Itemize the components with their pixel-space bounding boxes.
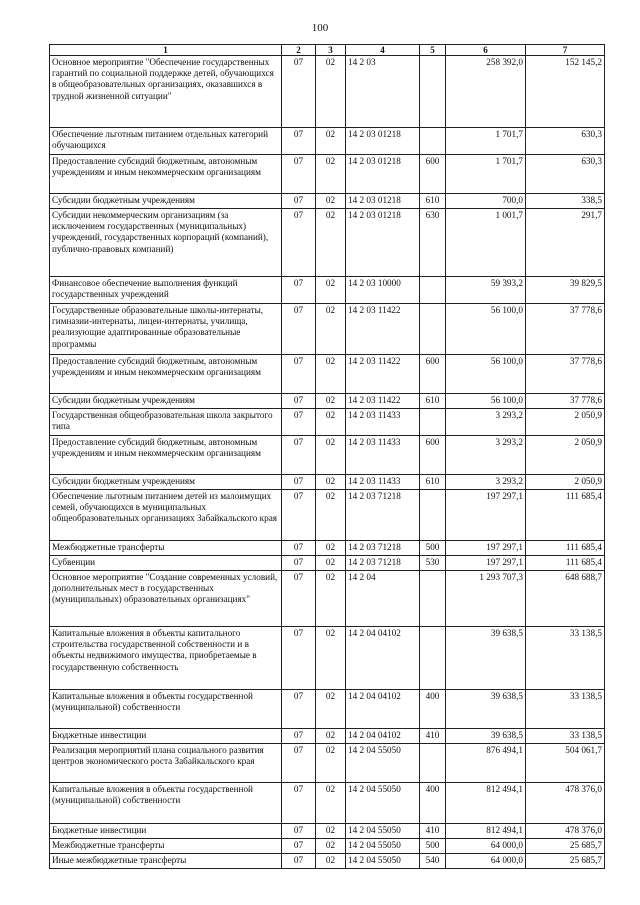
row-name-cell: Иные межбюджетные трансферты: [50, 854, 282, 869]
table-row: [50, 824, 605, 839]
row-plan-amount-cell: 1 701,7: [446, 155, 526, 194]
row-section-cell: 07: [282, 541, 316, 556]
row-target-code-cell: 14 2 04: [346, 571, 420, 627]
header-col-2: 2: [282, 45, 316, 56]
row-subsection-cell: 02: [316, 209, 346, 277]
row-plan-amount-cell: 56 100,0: [446, 355, 526, 394]
row-target-code-cell: 14 2 04 55050: [346, 854, 420, 869]
row-target-code-cell: 14 2 04 55050: [346, 824, 420, 839]
table-row: [50, 475, 605, 490]
row-target-code-cell: 14 2 03 11433: [346, 436, 420, 475]
table-row: [50, 128, 605, 155]
row-plan-amount-cell: 3 293,2: [446, 409, 526, 436]
table-row: [50, 56, 605, 128]
row-actual-amount-cell: 111 685,4: [526, 541, 605, 556]
row-subsection-cell: 02: [316, 155, 346, 194]
row-actual-amount-cell: 37 778,6: [526, 355, 605, 394]
row-target-code-cell: 14 2 03 71218: [346, 490, 420, 541]
row-name-cell: Финансовое обеспечение выполнения функций государственных учреждений: [50, 277, 282, 304]
row-target-code-cell: 14 2 03 11422: [346, 394, 420, 409]
row-target-code-cell: 14 2 04 55050: [346, 839, 420, 854]
row-subsection-cell: 02: [316, 729, 346, 744]
table-row: [50, 854, 605, 869]
row-actual-amount-cell: 648 688,7: [526, 571, 605, 627]
table-row: [50, 409, 605, 436]
row-subsection-cell: 02: [316, 56, 346, 128]
row-subsection-cell: 02: [316, 490, 346, 541]
row-subsection-cell: 02: [316, 839, 346, 854]
row-actual-amount-cell: 37 778,6: [526, 304, 605, 355]
row-name-cell: Основное мероприятие "Создание современных условий, дополнительных мест в государственных (муниципальных) образовательных организациях": [50, 571, 282, 627]
row-plan-amount-cell: 56 100,0: [446, 394, 526, 409]
row-plan-amount-cell: 700,0: [446, 194, 526, 209]
row-name-cell: Бюджетные инвестиции: [50, 729, 282, 744]
row-plan-amount-cell: 39 638,5: [446, 627, 526, 690]
row-actual-amount-cell: 25 685,7: [526, 854, 605, 869]
row-section-cell: 07: [282, 824, 316, 839]
row-section-cell: 07: [282, 394, 316, 409]
row-expense-type-cell: 610: [420, 394, 446, 409]
row-expense-type-cell: [420, 490, 446, 541]
row-subsection-cell: 02: [316, 475, 346, 490]
header-row: [50, 45, 605, 56]
row-section-cell: 07: [282, 355, 316, 394]
row-subsection-cell: 02: [316, 394, 346, 409]
row-subsection-cell: 02: [316, 824, 346, 839]
header-col-3: 3: [316, 45, 346, 56]
row-subsection-cell: 02: [316, 128, 346, 155]
row-name-cell: Капитальные вложения в объекты государственной (муниципальной) собственности: [50, 690, 282, 729]
row-actual-amount-cell: 478 376,0: [526, 783, 605, 824]
row-name-cell: Субсидии некоммерческим организациям (за исключением государственных (муниципальных) учреждений, государственных корпораций (компаний), публично-правовых компаний): [50, 209, 282, 277]
row-expense-type-cell: 500: [420, 541, 446, 556]
row-target-code-cell: 14 2 04 04102: [346, 690, 420, 729]
row-actual-amount-cell: 504 061,7: [526, 744, 605, 783]
row-name-cell: Капитальные вложения в объекты капитального строительства государственной собственности и в объекты недвижимого имущества, приобретаемые в государственную собственность: [50, 627, 282, 690]
row-plan-amount-cell: 876 494,1: [446, 744, 526, 783]
row-subsection-cell: 02: [316, 409, 346, 436]
row-section-cell: 07: [282, 436, 316, 475]
row-section-cell: 07: [282, 839, 316, 854]
row-actual-amount-cell: 33 138,5: [526, 627, 605, 690]
row-expense-type-cell: [420, 277, 446, 304]
row-subsection-cell: 02: [316, 783, 346, 824]
table-row: [50, 394, 605, 409]
row-expense-type-cell: 530: [420, 556, 446, 571]
row-subsection-cell: 02: [316, 627, 346, 690]
row-target-code-cell: 14 2 04 04102: [346, 627, 420, 690]
row-expense-type-cell: 610: [420, 475, 446, 490]
row-expense-type-cell: [420, 409, 446, 436]
row-actual-amount-cell: 152 145,2: [526, 56, 605, 128]
table-row: [50, 194, 605, 209]
header-col-7: 7: [526, 45, 605, 56]
row-subsection-cell: 02: [316, 355, 346, 394]
table-row: [50, 209, 605, 277]
table-row: [50, 690, 605, 729]
row-name-cell: Капитальные вложения в объекты государственной (муниципальной) собственности: [50, 783, 282, 824]
row-section-cell: 07: [282, 277, 316, 304]
table-row: [50, 744, 605, 783]
row-section-cell: 07: [282, 209, 316, 277]
row-expense-type-cell: 540: [420, 854, 446, 869]
row-target-code-cell: 14 2 03 10000: [346, 277, 420, 304]
row-name-cell: Субсидии бюджетным учреждениям: [50, 394, 282, 409]
row-plan-amount-cell: 812 494,1: [446, 783, 526, 824]
row-actual-amount-cell: 33 138,5: [526, 729, 605, 744]
row-target-code-cell: 14 2 04 55050: [346, 783, 420, 824]
row-subsection-cell: 02: [316, 744, 346, 783]
row-actual-amount-cell: 630,3: [526, 128, 605, 155]
row-section-cell: 07: [282, 194, 316, 209]
row-actual-amount-cell: 2 050,9: [526, 409, 605, 436]
header-col-4: 4: [346, 45, 420, 56]
row-expense-type-cell: 600: [420, 155, 446, 194]
row-actual-amount-cell: 338,5: [526, 194, 605, 209]
row-name-cell: Обеспечение льготным питанием детей из малоимущих семей, обучающихся в муниципальных общеобразовательных организациях Забайкальского края: [50, 490, 282, 541]
row-name-cell: Обеспечение льготным питанием отдельных категорий обучающихся: [50, 128, 282, 155]
row-plan-amount-cell: 64 000,0: [446, 839, 526, 854]
table-row: [50, 490, 605, 541]
row-name-cell: Бюджетные инвестиции: [50, 824, 282, 839]
row-target-code-cell: 14 2 03 01218: [346, 209, 420, 277]
table-row: [50, 155, 605, 194]
row-subsection-cell: 02: [316, 690, 346, 729]
row-section-cell: 07: [282, 128, 316, 155]
row-target-code-cell: 14 2 03 11422: [346, 355, 420, 394]
row-plan-amount-cell: 197 297,1: [446, 541, 526, 556]
row-plan-amount-cell: 39 638,5: [446, 729, 526, 744]
row-expense-type-cell: 410: [420, 824, 446, 839]
row-expense-type-cell: 610: [420, 194, 446, 209]
row-target-code-cell: 14 2 03 01218: [346, 155, 420, 194]
row-plan-amount-cell: 1 701,7: [446, 128, 526, 155]
row-name-cell: Предоставление субсидий бюджетным, автономным учреждениям и иным некоммерческим организациям: [50, 436, 282, 475]
row-subsection-cell: 02: [316, 571, 346, 627]
row-target-code-cell: 14 2 03 11422: [346, 304, 420, 355]
row-name-cell: Государственные образовательные школы-интернаты, гимназии-интернаты, лицеи-интернаты, училища, реализующие адаптированные образовательные программы: [50, 304, 282, 355]
header-col-6: 6: [446, 45, 526, 56]
row-section-cell: 07: [282, 304, 316, 355]
row-plan-amount-cell: 56 100,0: [446, 304, 526, 355]
row-actual-amount-cell: 630,3: [526, 155, 605, 194]
row-plan-amount-cell: 197 297,1: [446, 490, 526, 541]
row-name-cell: Межбюджетные трансферты: [50, 541, 282, 556]
row-plan-amount-cell: 1 001,7: [446, 209, 526, 277]
table-row: [50, 627, 605, 690]
table-row: [50, 729, 605, 744]
row-target-code-cell: 14 2 04 55050: [346, 744, 420, 783]
row-expense-type-cell: 400: [420, 783, 446, 824]
row-actual-amount-cell: 2 050,9: [526, 436, 605, 475]
row-subsection-cell: 02: [316, 556, 346, 571]
row-section-cell: 07: [282, 729, 316, 744]
row-expense-type-cell: 630: [420, 209, 446, 277]
row-expense-type-cell: 600: [420, 355, 446, 394]
row-section-cell: 07: [282, 627, 316, 690]
row-section-cell: 07: [282, 409, 316, 436]
row-section-cell: 07: [282, 56, 316, 128]
row-subsection-cell: 02: [316, 194, 346, 209]
row-plan-amount-cell: 39 638,5: [446, 690, 526, 729]
row-actual-amount-cell: 111 685,4: [526, 490, 605, 541]
table-row: [50, 304, 605, 355]
row-section-cell: 07: [282, 854, 316, 869]
row-actual-amount-cell: 25 685,7: [526, 839, 605, 854]
row-plan-amount-cell: 59 393,2: [446, 277, 526, 304]
row-section-cell: 07: [282, 475, 316, 490]
row-name-cell: Основное мероприятие "Обеспечение государственных гарантий по социальной поддержке детей, обучающихся в общеобразовательных организациях, оказавшихся в трудной жизненной ситуации": [50, 56, 282, 128]
row-plan-amount-cell: 3 293,2: [446, 475, 526, 490]
row-name-cell: Субсидии бюджетным учреждениям: [50, 475, 282, 490]
row-section-cell: 07: [282, 571, 316, 627]
row-target-code-cell: 14 2 03 11433: [346, 409, 420, 436]
row-section-cell: 07: [282, 783, 316, 824]
row-plan-amount-cell: 3 293,2: [446, 436, 526, 475]
row-target-code-cell: 14 2 04 04102: [346, 729, 420, 744]
row-name-cell: Межбюджетные трансферты: [50, 839, 282, 854]
row-section-cell: 07: [282, 690, 316, 729]
row-expense-type-cell: [420, 56, 446, 128]
row-section-cell: 07: [282, 155, 316, 194]
row-actual-amount-cell: 33 138,5: [526, 690, 605, 729]
row-name-cell: Государственная общеобразовательная школа закрытого типа: [50, 409, 282, 436]
row-actual-amount-cell: 478 376,0: [526, 824, 605, 839]
row-subsection-cell: 02: [316, 854, 346, 869]
row-expense-type-cell: [420, 304, 446, 355]
row-plan-amount-cell: 258 392,0: [446, 56, 526, 128]
row-actual-amount-cell: 37 778,6: [526, 394, 605, 409]
table-row: [50, 541, 605, 556]
row-target-code-cell: 14 2 03 01218: [346, 194, 420, 209]
page-number: 100: [311, 22, 329, 34]
row-target-code-cell: 14 2 03 71218: [346, 556, 420, 571]
row-subsection-cell: 02: [316, 304, 346, 355]
row-actual-amount-cell: 39 829,5: [526, 277, 605, 304]
table-row: [50, 556, 605, 571]
row-expense-type-cell: [420, 744, 446, 783]
row-subsection-cell: 02: [316, 277, 346, 304]
row-expense-type-cell: 410: [420, 729, 446, 744]
table-row: [50, 355, 605, 394]
table-row: [50, 436, 605, 475]
table-row: [50, 277, 605, 304]
row-target-code-cell: 14 2 03 71218: [346, 541, 420, 556]
row-section-cell: 07: [282, 556, 316, 571]
budget-table: [49, 44, 605, 869]
row-name-cell: Предоставление субсидий бюджетным, автономным учреждениям и иным некоммерческим организациям: [50, 155, 282, 194]
row-expense-type-cell: 400: [420, 690, 446, 729]
row-expense-type-cell: [420, 571, 446, 627]
row-target-code-cell: 14 2 03 01218: [346, 128, 420, 155]
table-body: [50, 56, 605, 869]
table-row: [50, 839, 605, 854]
row-plan-amount-cell: 1 293 707,3: [446, 571, 526, 627]
row-expense-type-cell: [420, 627, 446, 690]
row-name-cell: Реализация мероприятий плана социального развития центров экономического роста Забайкальского края: [50, 744, 282, 783]
row-name-cell: Предоставление субсидий бюджетным, автономным учреждениям и иным некоммерческим организациям: [50, 355, 282, 394]
row-target-code-cell: 14 2 03: [346, 56, 420, 128]
row-plan-amount-cell: 812 494,1: [446, 824, 526, 839]
row-subsection-cell: 02: [316, 436, 346, 475]
table-row: [50, 783, 605, 824]
table-row: [50, 571, 605, 627]
row-actual-amount-cell: 291,7: [526, 209, 605, 277]
row-name-cell: Субсидии бюджетным учреждениям: [50, 194, 282, 209]
row-name-cell: Субвенции: [50, 556, 282, 571]
row-section-cell: 07: [282, 490, 316, 541]
row-plan-amount-cell: 197 297,1: [446, 556, 526, 571]
row-subsection-cell: 02: [316, 541, 346, 556]
row-actual-amount-cell: 111 685,4: [526, 556, 605, 571]
row-plan-amount-cell: 64 000,0: [446, 854, 526, 869]
row-expense-type-cell: 500: [420, 839, 446, 854]
header-col-1: 1: [50, 45, 282, 56]
row-expense-type-cell: 600: [420, 436, 446, 475]
row-expense-type-cell: [420, 128, 446, 155]
row-actual-amount-cell: 2 050,9: [526, 475, 605, 490]
row-target-code-cell: 14 2 03 11433: [346, 475, 420, 490]
header-col-5: 5: [420, 45, 446, 56]
row-section-cell: 07: [282, 744, 316, 783]
